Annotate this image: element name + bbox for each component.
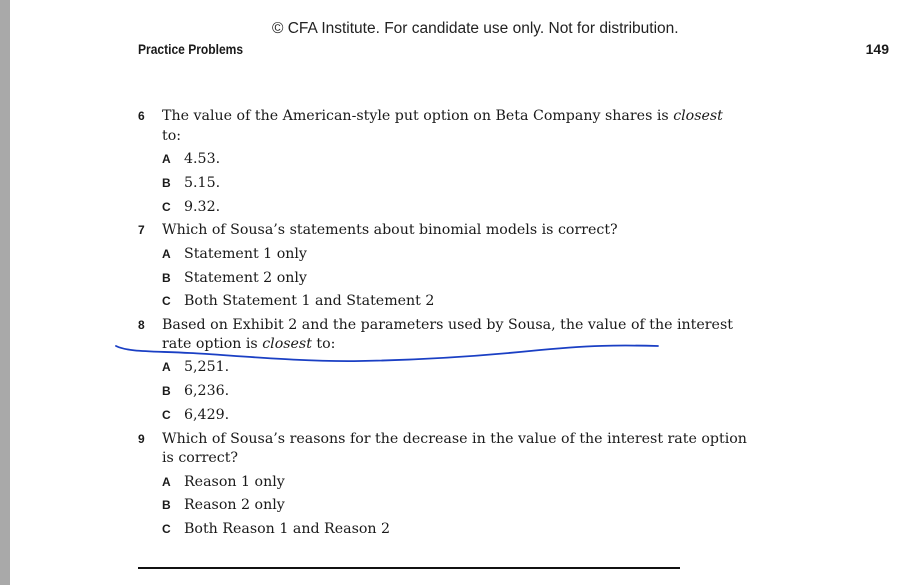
option-letter: C [162, 294, 171, 308]
option-text: Both Reason 1 and Reason 2 [184, 521, 391, 537]
option-letter: B [162, 176, 171, 190]
question-text-continued: to: [162, 128, 182, 144]
question-text: Which of Sousa’s reasons for the decrease in the value of the interest rate option [162, 431, 747, 447]
page-number: 149 [865, 41, 889, 57]
option-letter: C [162, 522, 171, 536]
option-letter: A [162, 152, 171, 166]
option-text: Both Statement 1 and Statement 2 [184, 293, 435, 309]
option-text: 5.15. [184, 175, 221, 191]
option-letter: B [162, 384, 171, 398]
option-letter: A [162, 475, 171, 489]
question-number: 6 [138, 109, 145, 123]
option-letter: A [162, 247, 171, 261]
option-letter: A [162, 360, 171, 374]
question-text-continued: is correct? [162, 450, 239, 466]
option-text: Reason 2 only [184, 497, 285, 513]
option-letter: C [162, 408, 171, 422]
option-text: Statement 2 only [184, 270, 307, 286]
option-text: 6,236. [184, 383, 230, 399]
section-title: Practice Problems [138, 41, 244, 57]
copyright-notice: © CFA Institute. For candidate use only. Not for distribution. [272, 20, 679, 37]
question-text: Which of Sousa’s statements about binomial models is correct? [162, 222, 618, 238]
option-letter: B [162, 271, 171, 285]
question-text: The value of the American-style put option on Beta Company shares is closest [162, 108, 723, 124]
option-letter: C [162, 200, 171, 214]
question-number: 9 [138, 432, 145, 446]
option-text: 9.32. [184, 199, 221, 215]
viewer-gutter [0, 0, 10, 585]
option-text: 5,251. [184, 359, 230, 375]
option-letter: B [162, 498, 171, 512]
option-text: Reason 1 only [184, 474, 285, 490]
question-text: Based on Exhibit 2 and the parameters used by Sousa, the value of the interest [162, 317, 733, 333]
option-text: 4.53. [184, 151, 221, 167]
question-text-continued: rate option is closest to: [162, 336, 336, 352]
option-text: 6,429. [184, 407, 230, 423]
option-text: Statement 1 only [184, 246, 307, 262]
footer-rule [138, 567, 680, 569]
question-number: 7 [138, 223, 145, 237]
question-number: 8 [138, 318, 145, 332]
